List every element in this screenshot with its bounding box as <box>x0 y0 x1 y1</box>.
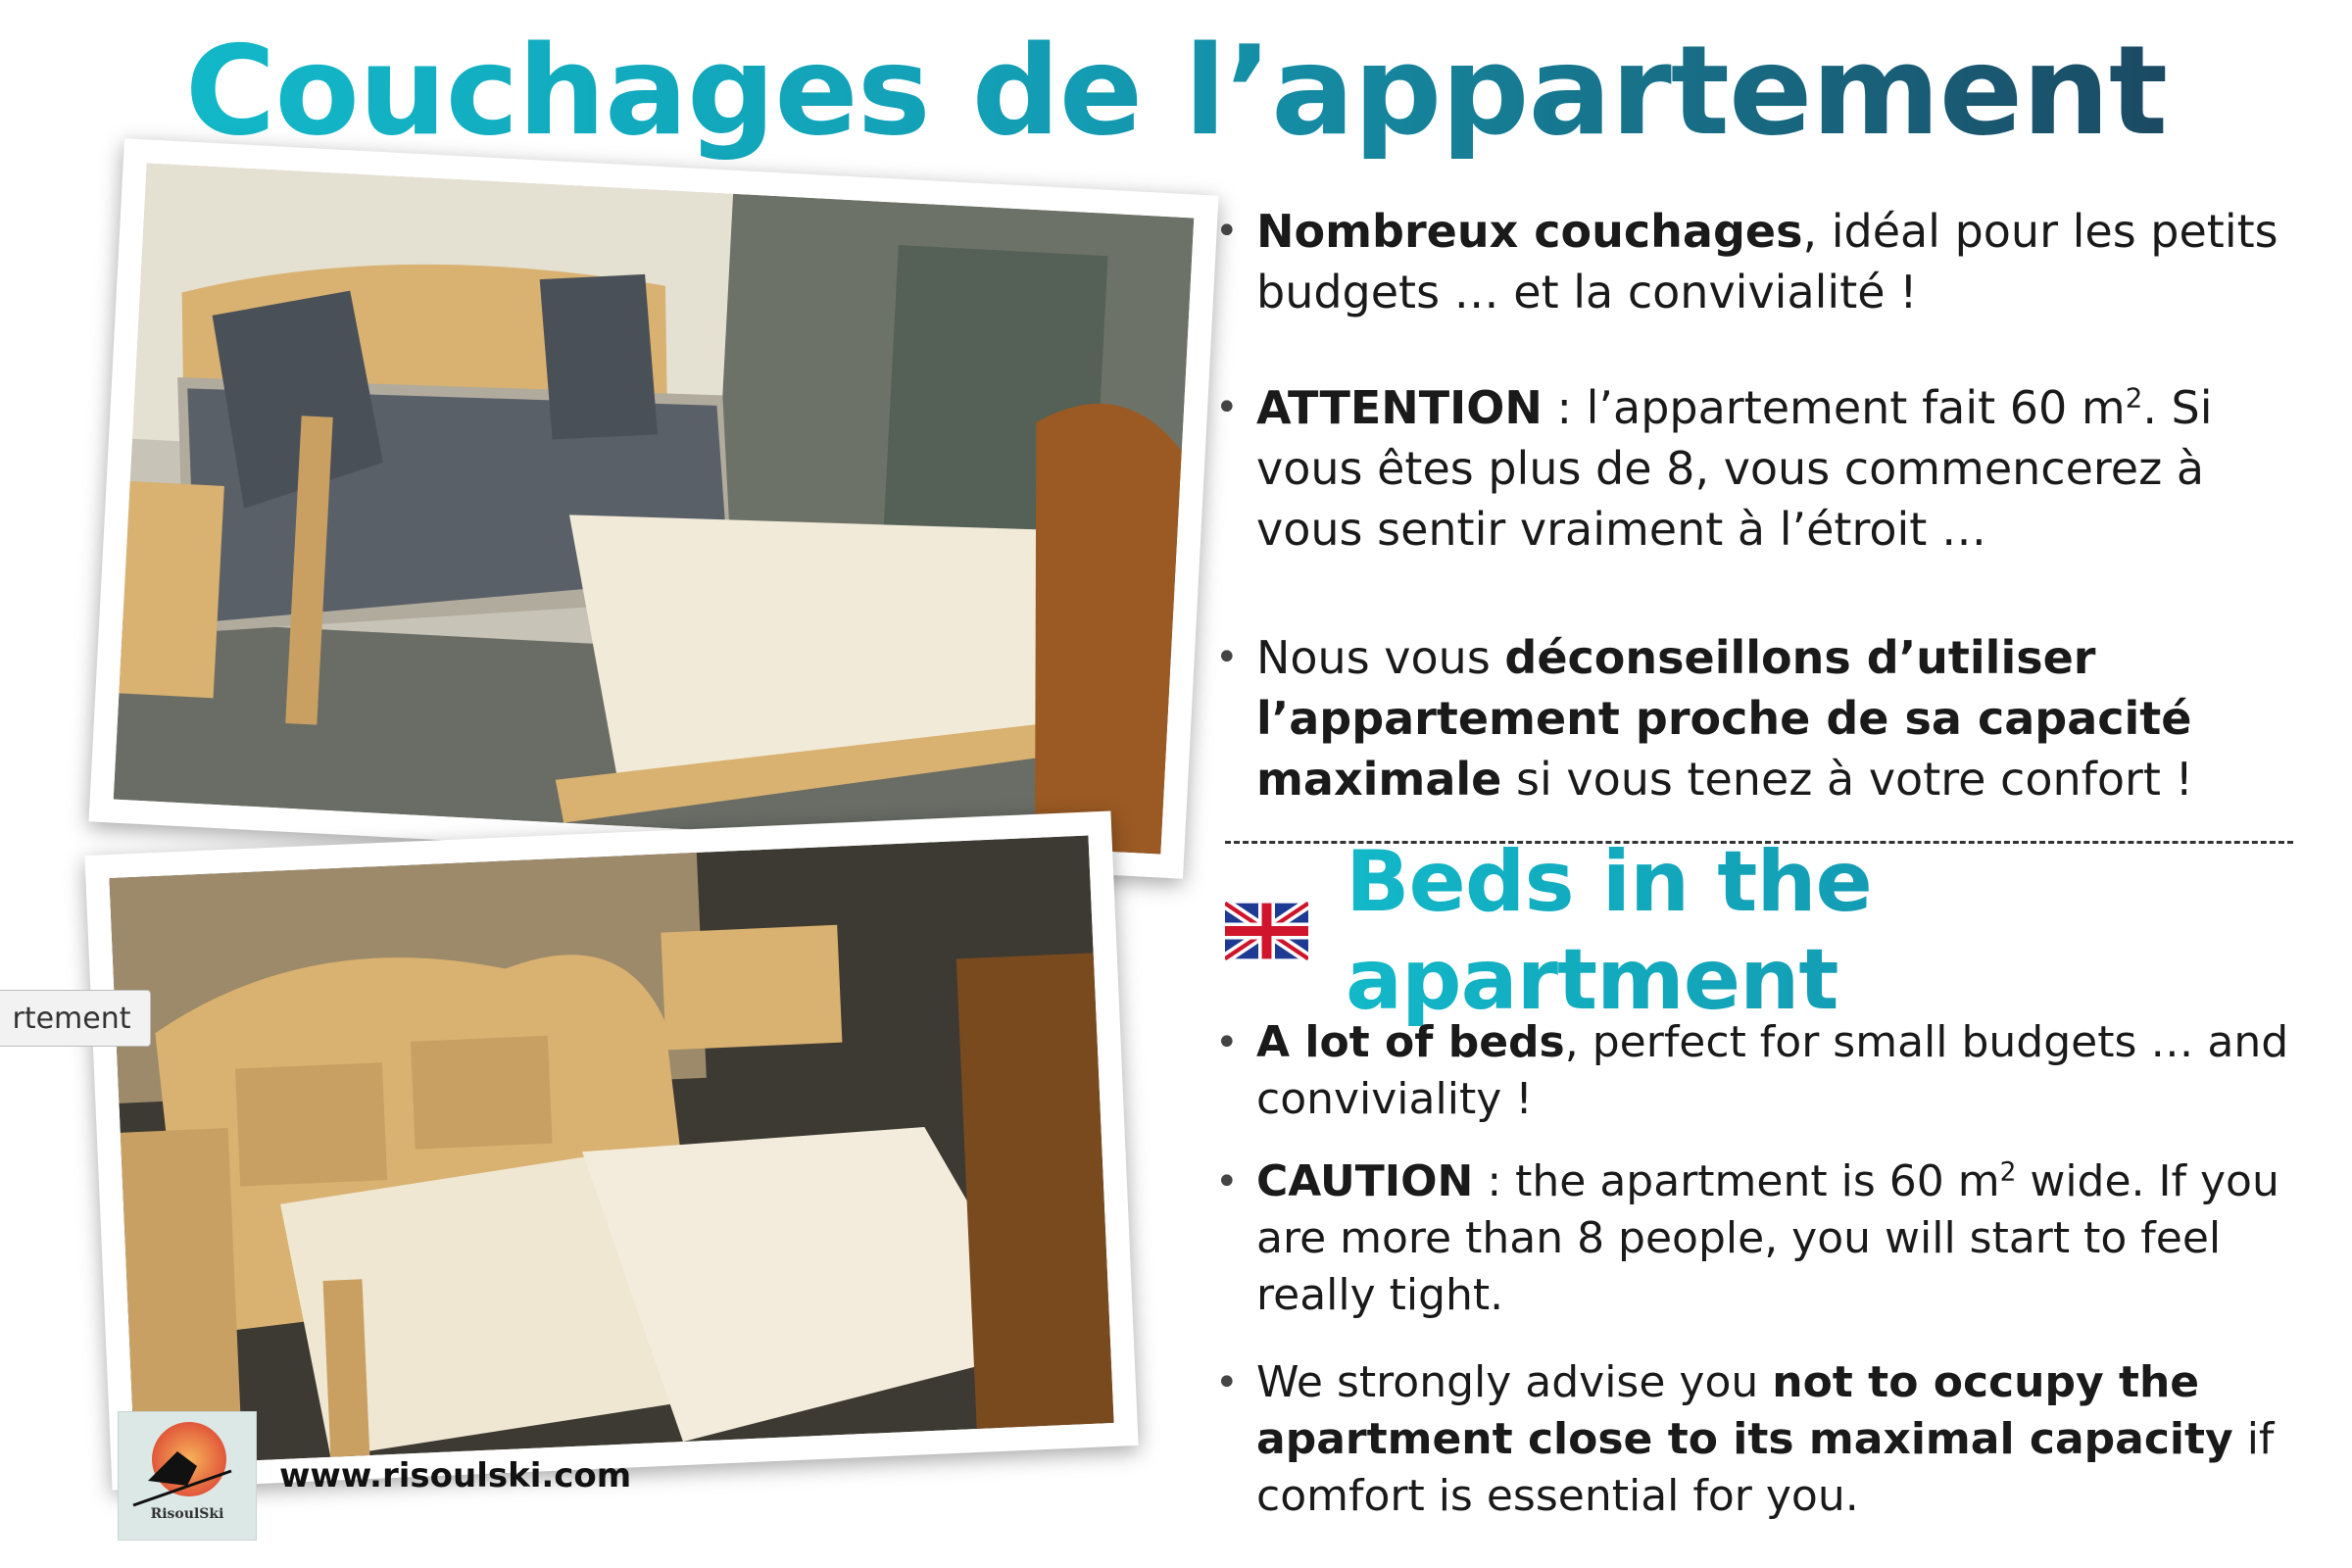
en-bullet-caution: • CAUTION : the apartment is 60 $m^2$ wide. If you are more than 8 people, you will start to feel really tight. <box>1215 1153 2313 1324</box>
fr-bullet-attention: • ATTENTION : l’appartement fait 60 $m^2$. Si vous êtes plus de 8, vous commencerez à vous sentir vraiment à l’étroit … <box>1215 377 2313 560</box>
skier-sunset-logo-icon <box>119 1412 256 1540</box>
page-title: Couchages de l’appartement <box>184 19 2168 163</box>
en-bullet-beds: • A lot of beds, perfect for small budgets … and conviviality ! <box>1215 1014 2313 1128</box>
uk-flag-icon <box>1225 902 1308 960</box>
french-bullets-2 <box>1215 377 2313 560</box>
side-tab[interactable]: rtement <box>0 990 151 1047</box>
english-bullets <box>1215 1014 2313 1128</box>
website-link[interactable]: www.risoulski.com <box>279 1456 632 1495</box>
french-bullets-3 <box>1215 627 2313 809</box>
bed-photo-daybed <box>89 138 1219 879</box>
fr-bullet-capacity: • Nous vous déconseillons d’utiliser l’appartement proche de sa capacité maximale si vous tenez à votre confort ! <box>1215 627 2313 809</box>
bed-photo-joined <box>84 810 1138 1490</box>
english-bullets-3 <box>1215 1354 2313 1525</box>
english-title: Beds in the apartment <box>1346 833 2313 1029</box>
fr-bullet-beds: • Nombreux couchages, idéal pour les petits budgets … et la convivialité ! <box>1215 201 2313 322</box>
english-heading <box>1225 833 2313 1029</box>
en-bullet-capacity: • We strongly advise you not to occupy the apartment close to its maximal capacity if comfort is essential for you. <box>1215 1354 2313 1525</box>
french-bullets <box>1215 201 2313 322</box>
english-bullets-2 <box>1215 1153 2313 1324</box>
svg-text:RisoulSki: RisoulSki <box>150 1506 224 1522</box>
risoulski-logo <box>118 1411 257 1541</box>
